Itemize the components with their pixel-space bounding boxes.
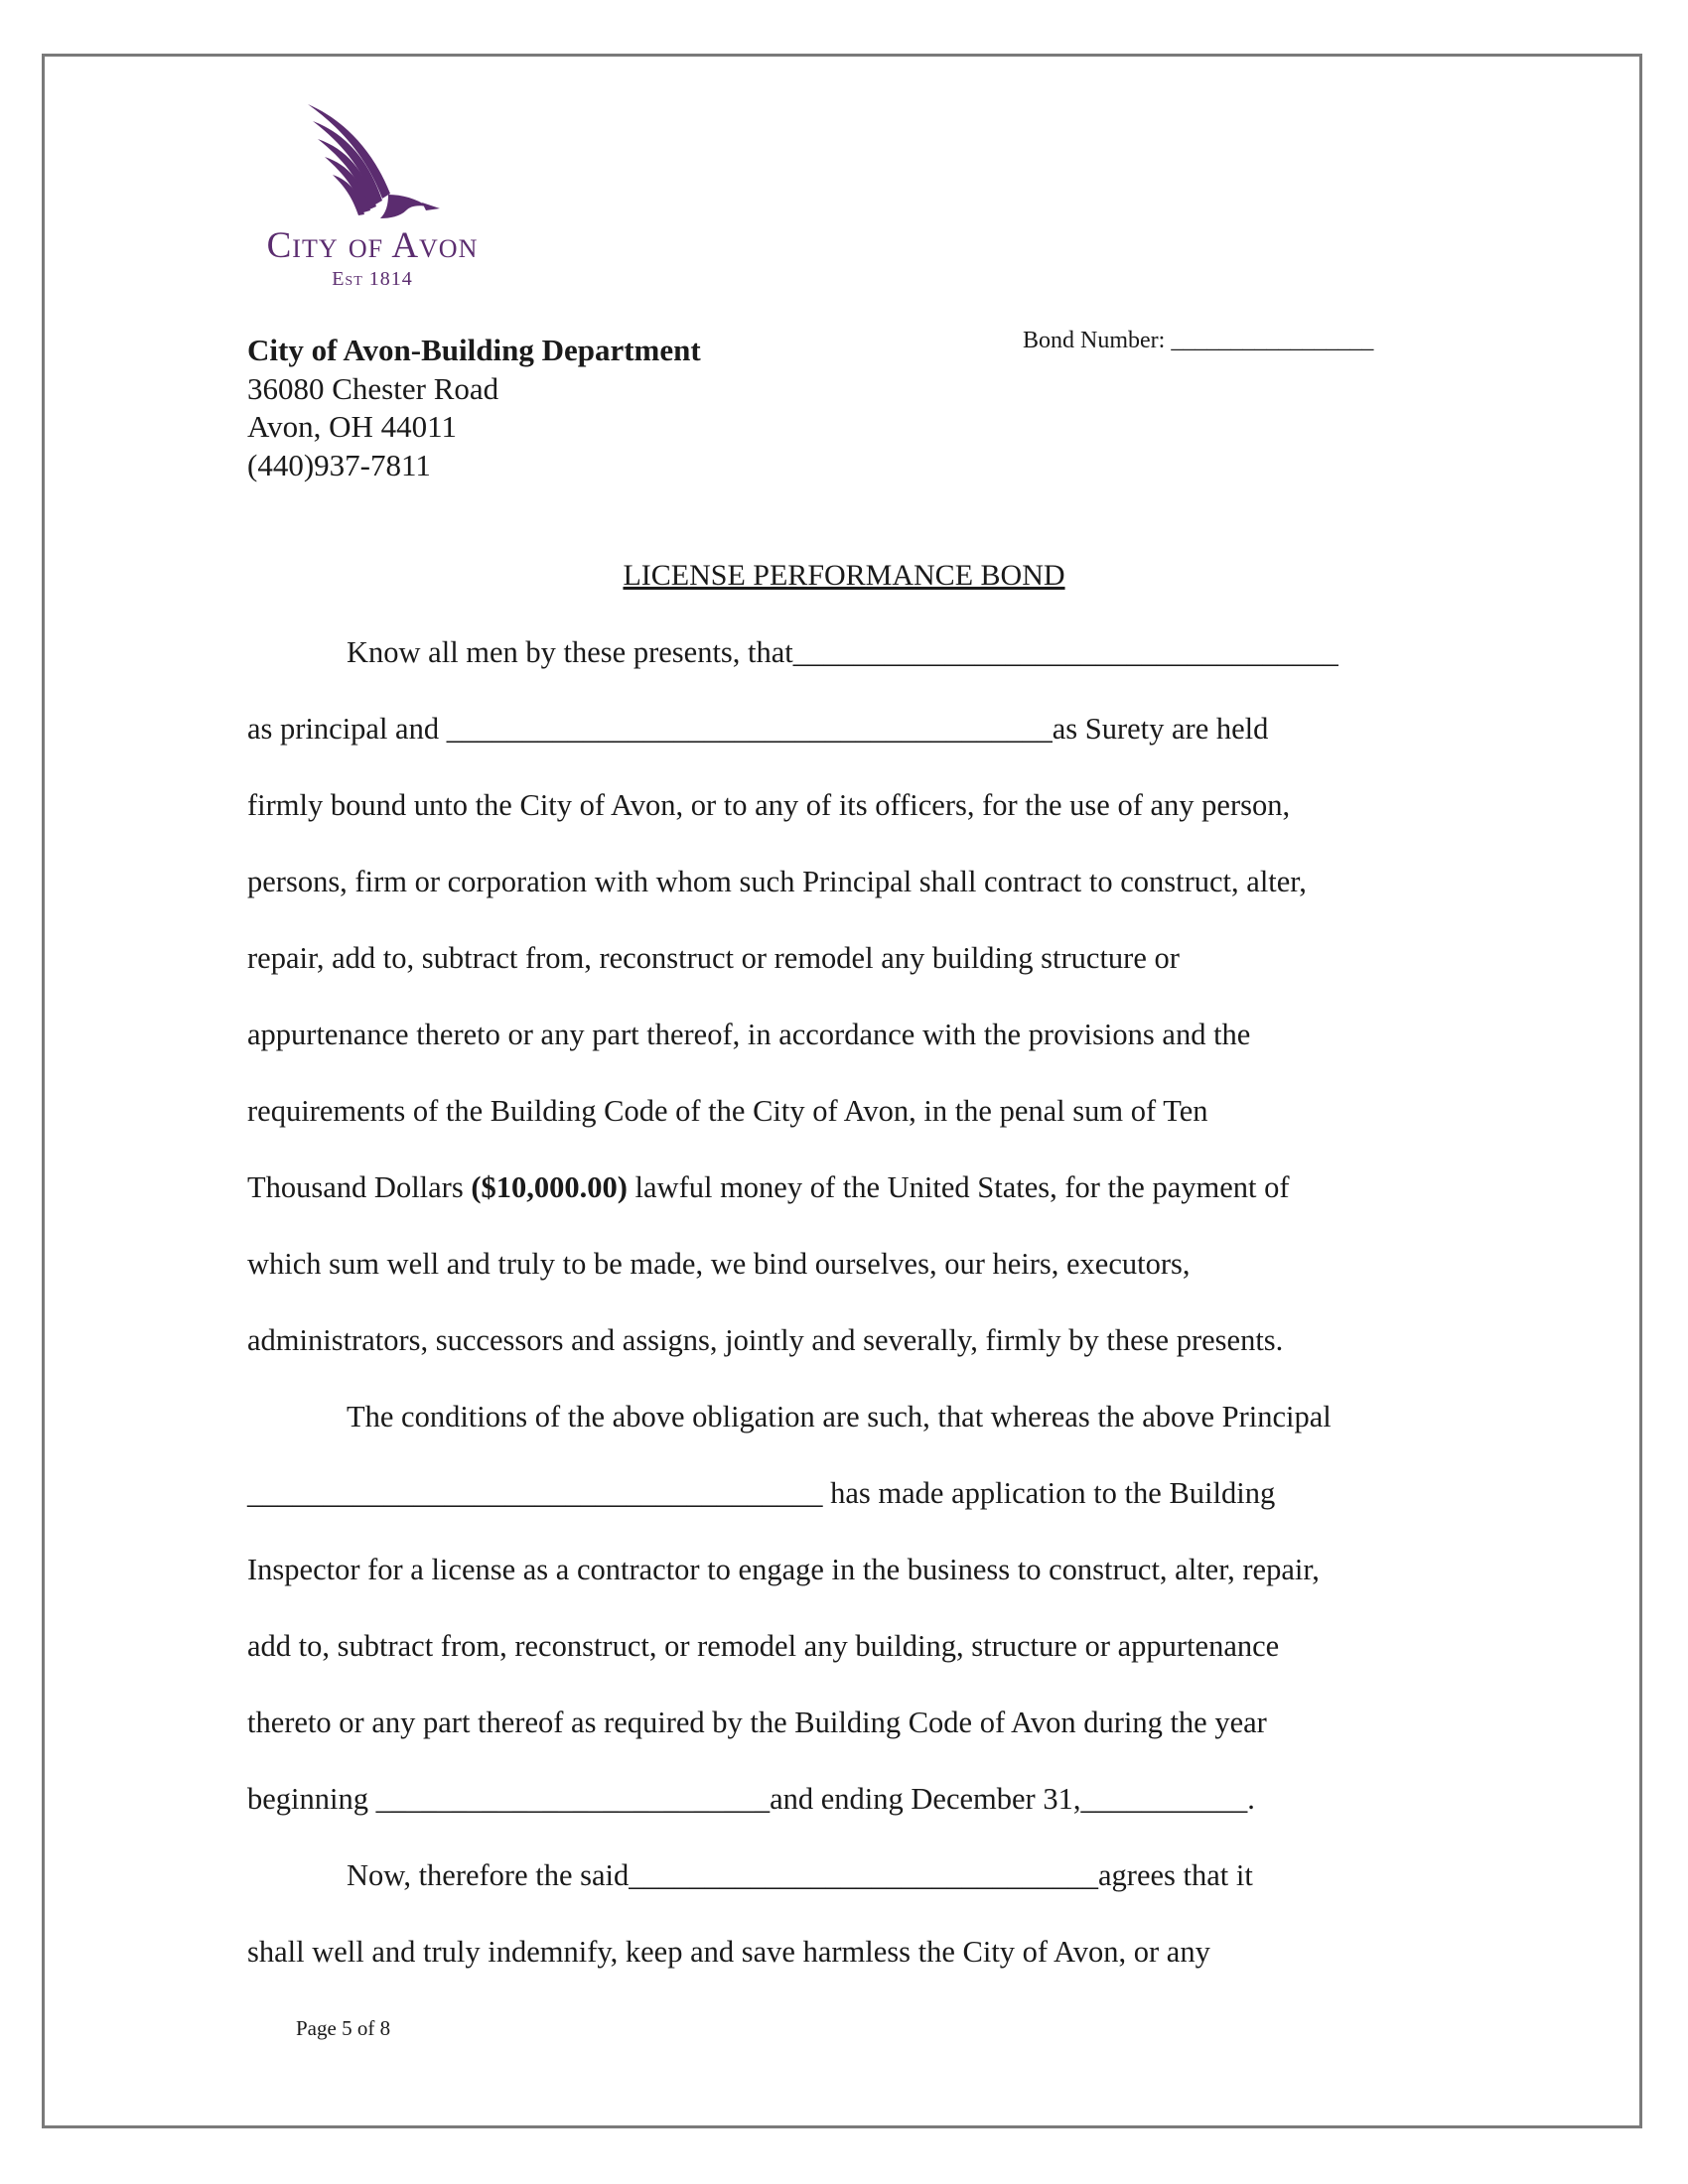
logo-city-name: City of Avon [266, 225, 479, 266]
body-line: as principal and ________________________________________as Surety are held [247, 712, 1269, 746]
street-address: 36080 Chester Road [247, 370, 499, 406]
department-address [247, 332, 701, 484]
body-line: add to, subtract from, reconstruct, or remodel any building, structure or appurtenance [247, 1629, 1280, 1663]
document-title-text: LICENSE PERFORMANCE BOND [623, 559, 1065, 592]
penal-sum-amount: ($10,000.00) [471, 1170, 628, 1204]
body-line: Now, therefore the said_______________________________agrees that it [347, 1858, 1253, 1892]
city-state-zip: Avon, OH 44011 [247, 409, 457, 444]
body-line: administrators, successors and assigns, jointly and severally, firmly by these presents. [247, 1323, 1284, 1357]
eagle-icon [303, 99, 442, 228]
body-line: Inspector for a license as a contractor to engage in the business to construct, alter, repair, [247, 1553, 1320, 1586]
document-title [0, 559, 1688, 593]
penal-sum-after: lawful money of the United States, for the payment of [627, 1170, 1290, 1204]
department-name: City of Avon-Building Department [247, 333, 701, 367]
body-line: beginning __________________________and ending December 31,___________. [247, 1782, 1255, 1816]
body-line: firmly bound unto the City of Avon, or to any of its officers, for the use of any person, [247, 788, 1291, 822]
phone-number: (440)937-7811 [247, 447, 431, 482]
body-line: Know all men by these presents, that____________________________________ [347, 635, 1338, 669]
body-line: repair, add to, subtract from, reconstruct or remodel any building structure or [247, 941, 1180, 975]
body-line: shall well and truly indemnify, keep and save harmless the City of Avon, or any [247, 1935, 1210, 1969]
logo-established: Est 1814 [332, 268, 413, 290]
body-line: ______________________________________ has made application to the Building [247, 1476, 1276, 1510]
penal-sum-before: Thousand Dollars [247, 1170, 472, 1204]
body-line: appurtenance thereto or any part thereof, in accordance with the provisions and the [247, 1018, 1251, 1051]
body-line: persons, firm or corporation with whom such Principal shall contract to construct, alter, [247, 865, 1307, 898]
page-number: Page 5 of 8 [296, 2016, 391, 2040]
penal-sum-line [247, 1170, 1290, 1205]
body-line: The conditions of the above obligation are such, that whereas the above Principal [347, 1400, 1332, 1433]
bond-number-field[interactable]: Bond Number: _________________ [1023, 328, 1374, 353]
body-line: requirements of the Building Code of the City of Avon, in the penal sum of Ten [247, 1094, 1208, 1128]
body-line: thereto or any part thereof as required by the Building Code of Avon during the year [247, 1706, 1267, 1739]
body-line: which sum well and truly to be made, we bind ourselves, our heirs, executors, [247, 1247, 1191, 1281]
city-logo [238, 99, 506, 298]
